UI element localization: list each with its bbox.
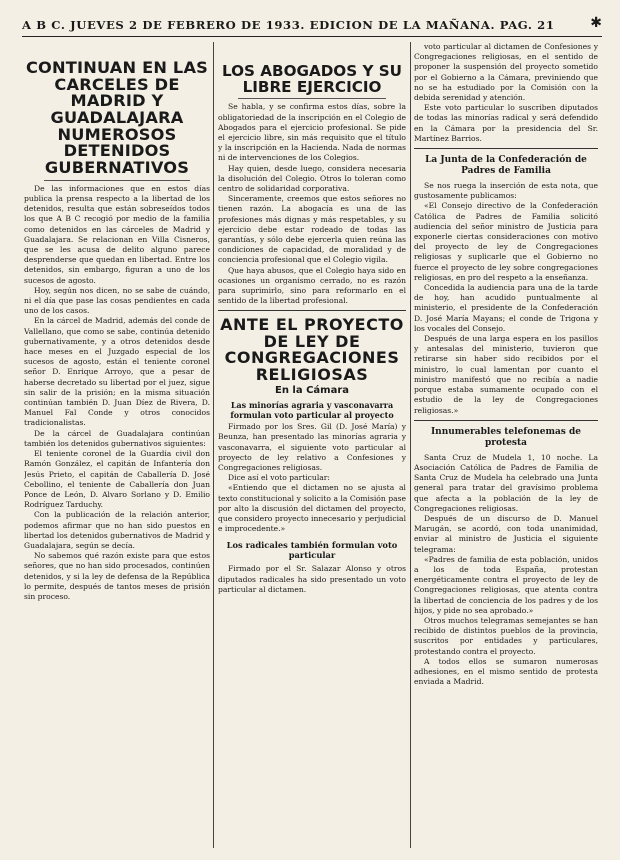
subhead-radicales: Los radicales también formulan voto particular [226, 540, 398, 561]
lead-minorias: Las minorías agraria y vasconavarra formulan voto particular al proyecto [230, 400, 394, 421]
column-rule-left [213, 42, 214, 848]
column-1 [24, 42, 210, 850]
paragraph: A todos ellos se sumaron numerosas adhesiones, en el mismo sentido de protesta enviada a Madrid. [414, 656, 598, 687]
paragraph: En la cárcel de Madrid, además del conde de Vallellano, que como se sabe, continúa detenido gubernativamente, y a otros detenidos desde hace meses en el Juzgado especial de los sucesos de agosto, están el teniente coronel señor D. Enrique Arroyo, que a pesar de haberse decretado su libertad por el juez, sigue sin salir de la prisión; en la misma situación continúan también D. Juan Díez de Rivera, D. Manuel Fal Conde y otros conocidos tradicionalistas. [24, 316, 210, 428]
paragraph: Después de un discurso de D. Manuel Marugán, se acordó, con toda unanimidad, enviar al ministro de Justicia el siguiente telegrama: [414, 513, 598, 554]
article-junta-body [414, 181, 598, 416]
column-2 [218, 42, 406, 850]
paragraph: Hay quien, desde luego, considera necesaria la disolución del Colegio. Otros lo toleran como centro de solidaridad corporativa. [218, 163, 406, 193]
article-carceles-body [24, 184, 210, 602]
paragraph: Concedida la audiencia para una de la tarde de hoy, han acudido puntualmente al ministerio, el presidente de la Confederación D. José María Mayans; el conde de Trigona y los vocales del Consejo. [414, 283, 598, 333]
paragraph: Hoy, según nos dicen, no se sabe de cuándo, ni el día que pase las cosas pendientes en cada uno de los casos. [24, 285, 210, 316]
column-3 [414, 42, 598, 850]
paragraph: voto particular al dictamen de Confesiones y Congregaciones religiosas, en el sentido de proponer la suspensión del proyecto sometido por el Gobierno a la Cámara, previniendo que no se ha estudiado por la Comisión con la debida serenidad y atención. [414, 42, 598, 103]
paragraph: Firmado por el Sr. Salazar Alonso y otros diputados radicales ha sido presentado un voto particular al dictamen. [218, 564, 406, 594]
subtitle-camara: En la Cámara [274, 385, 350, 397]
paragraph: Después de una larga espera en los pasillos y antesalas del ministerio, tuvieron que retirarse sin haber sido recibidos por el ministro, lo cual lamentan por cuanto el ministro manifestó que no recibía a nadie porque estaba sumamente ocupado con el estudio de la ley de Congregaciones religiosas.» [414, 334, 598, 415]
paragraph: Se nos ruega la inserción de esta nota, que gustosamente publicamos: [414, 181, 598, 201]
article-continuation-body [414, 42, 598, 144]
paragraph: «Entiendo que el dictamen no se ajusta al texto constitucional y solicito a la Comisión pase por alto la discusión del dictamen del proyecto, que considero proyecto innecesario y perjudicial e improcedente.» [218, 483, 406, 534]
paragraph: Que haya abusos, que el Colegio haya sido en ocasiones un organismo cerrado, no es razón para suprimirlo, sino para reformarlo en el sentido de la libertad profesional. [218, 265, 406, 306]
page-header [22, 14, 602, 37]
article-radicales-body [218, 564, 406, 595]
paragraph: «Padres de familia de esta población, unidos a los de toda España, protestan energéticamente contra el proyecto de ley de Congregaciones religiosas, que atenta contra la libertad de conciencia de los padres y de los hijos, y pide no sea aprobado.» [414, 554, 598, 615]
header-title: A B C. JUEVES 2 DE FEBRERO DE 1933. EDICION DE LA MAÑANA. PAG. 21 [22, 18, 555, 32]
section-title-telefonemas: Innumerables telefonemas de protesta [430, 426, 582, 448]
headline-congregaciones: ANTE EL PROYECTO DE LEY DE CONGREGACIONES RELIGIOSAS [220, 315, 404, 384]
section-title-junta: La Junta de la Confederación de Padres de Familia [425, 155, 587, 177]
paragraph: Santa Cruz de Mudela 1, 10 noche. La Asociación Católica de Padres de Familia de Santa Cruz de Mudela ha celebrado una Junta general para tratar del gravísimo problema que afecta a la población de la ley de Congregaciones religiosas. [414, 452, 598, 513]
column-rule-right [410, 42, 411, 848]
article-telefonemas-body [414, 453, 598, 688]
paragraph: Se habla, y se confirma estos días, sobre la obligatoriedad de la inscripción en el Colegio de Abogados para el ejercicio profesional. Se pide el ejercicio libre, sin más requisito que el título y la inscripción en la Hacienda. Nada de normas ni de intervenciones de los Colegios. [218, 102, 406, 163]
article-congregaciones-body [218, 422, 406, 534]
paragraph: De la cárcel de Guadalajara continúan también los detenidos gubernativos siguientes: [24, 428, 210, 448]
paragraph: «El Consejo directivo de la Confederación Católica de Padres de Familia solicitó audiencia del señor ministro de Justicia para exponerle ciertas consideraciones con motivo del proyecto de ley de Congregaciones religiosas y suplicarle que el Gobierno no fuerce el proyecto de ley sobre congregaciones religiosas, en pro del respeto a la enseñanza. [414, 201, 598, 282]
headline-abogados: LOS ABOGADOS Y SU LIBRE EJERCICIO [221, 62, 403, 96]
article-separator [218, 310, 406, 311]
divider [238, 98, 386, 99]
headline-carceles: CONTINUAN EN LAS CARCELES DE MADRID Y GUADALAJARA NUMEROSOS DETENIDOS GUBERNATIVOS [25, 58, 209, 178]
paragraph: Otros muchos telegramas semejantes se han recibido de distintos pueblos de la provincia, suscritos por entidades y particulares, protestando contra el proyecto. [414, 615, 598, 656]
paragraph: El teniente coronel de la Guardia civil don Ramón González, el capitán de Infantería don Jesús Prieto, el capitán de Caballería D. José Cebollino, el teniente de Caballería don Juan Ponce de León, D. Alvaro Sorlano y D. Emilio Rodríguez Tarduchy. [24, 449, 210, 510]
article-separator [414, 420, 598, 421]
paragraph: Dice así el voto particular: [228, 473, 330, 483]
paragraph: Sinceramente, creemos que estos señores no tienen razón. La abogacía es una de las profesiones más dignas y más respetables, y su ejercicio debe estar rodeado de todas las garantías, y sólo debe ejercerla quien reúna las condiciones de capacidad, de moralidad y de conciencia profesional que el Colegio vigila. [218, 194, 406, 265]
paragraph: De las informaciones que en estos días publica la prensa respecto a la libertad de los detenidos, resulta que están sobreseídos todos los que A B C recogió por medio de la familia como detenidos en las cárceles de Madrid y Guadalajara. Se relacionan en Villa Cisneros, que se les acusa de delito alguno parece desprenderse que quedan en libertad. Entre los detenidos, sin embargo, figuran a uno de los sucesos de agosto. [24, 183, 210, 285]
paragraph: No sabemos qué razón existe para que estos señores, que no han sido procesados, continúen detenidos, y si la ley de defensa de la República lo permite, después de tantos meses de prisión sin proceso. [24, 551, 210, 601]
article-separator [414, 148, 598, 149]
article-abogados-body [218, 102, 406, 306]
paragraph: Este voto particular lo suscriben diputados de todas las minorías radical y será defendido en la Cámara por la presidencia del Sr. Martínez Barrios. [414, 103, 598, 143]
paragraph: Con la publicación de la relación anterior, podemos afirmar que no han sido puestos en libertad los detenidos gubernativos de Madrid y Guadalajara, según se decía. [24, 510, 210, 550]
paragraph: Firmado por los Sres. Gil (D. José María) y Beunza, han presentado las minorías agraria y vasconavarra, el siguiente voto particular al proyecto de ley relativo a Confesiones y Congregaciones religiosas. [218, 422, 406, 473]
divider [44, 180, 190, 181]
star-icon: ✱ [590, 15, 602, 31]
